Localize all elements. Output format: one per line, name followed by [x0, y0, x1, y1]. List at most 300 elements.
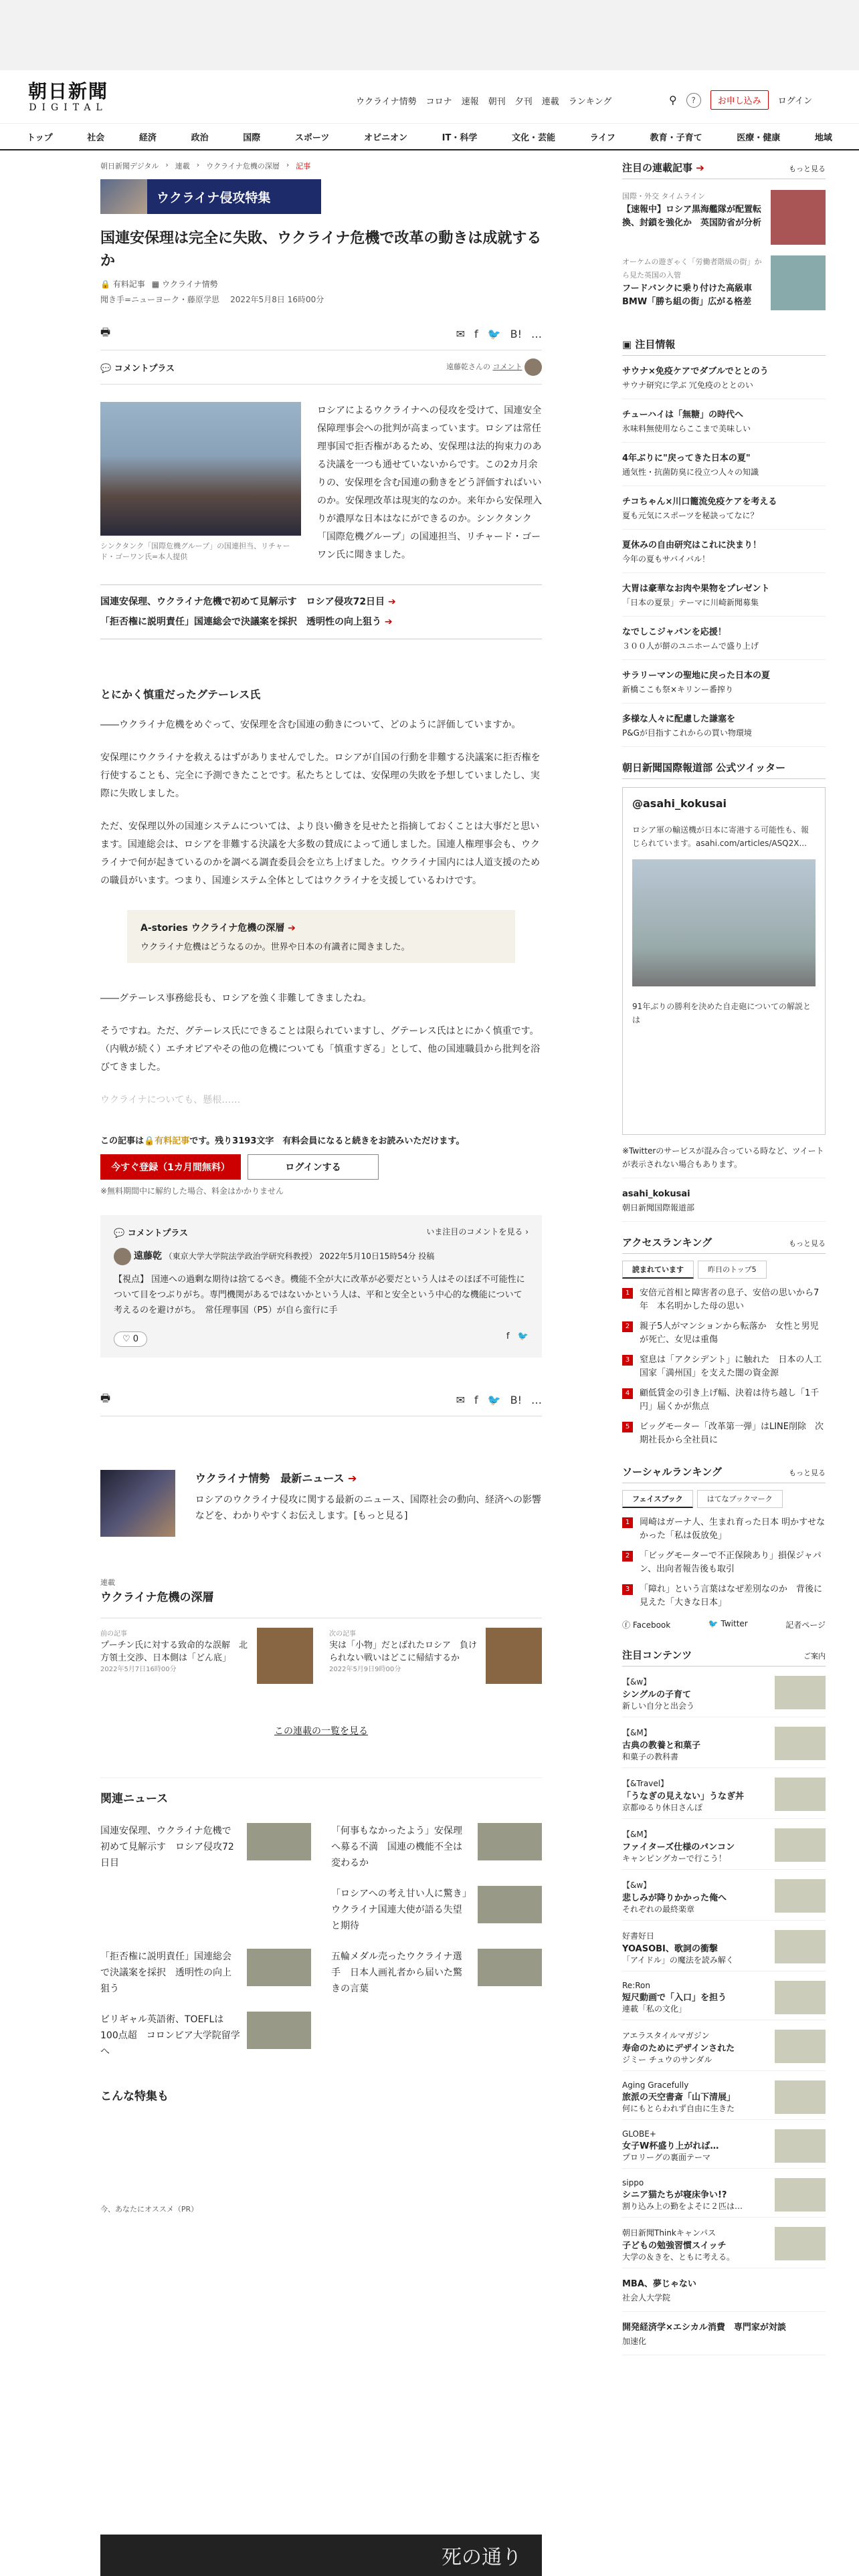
- series-item-title: フードバンクに乗り付けた高級車BMW「勝ち組の街」広がる格差: [622, 284, 753, 307]
- related-news-label: 「拒否権に説明責任」国連総会で決議案を採択 透明性の向上狙う: [100, 1951, 231, 1994]
- rank-number: 1: [622, 1517, 633, 1528]
- pickup-title: 4年ぶりに"戻ってきた日本の夏": [622, 453, 751, 463]
- pr-label: 今、あなたにオススメ（PR）: [100, 2205, 199, 2214]
- facebook-label: Facebook: [632, 1620, 671, 1630]
- pickup-title: サウナ×免疫ケアでダブルでととのう: [622, 366, 769, 377]
- twitter-header: [622, 760, 826, 779]
- thumbnail: [771, 190, 826, 245]
- arrow-icon: ➔: [384, 617, 393, 627]
- nav-ranking[interactable]: ランキング: [568, 97, 612, 107]
- more-link[interactable]: もっと見る: [789, 1239, 826, 1248]
- tab-top5[interactable]: 昨日のトップ5: [698, 1261, 767, 1279]
- content-sub: キャンピングカーで行こう！: [622, 1854, 727, 1863]
- series-label: 連載: [100, 1578, 115, 1587]
- pickup-header: [622, 337, 826, 356]
- login-button[interactable]: ログインする: [248, 1154, 379, 1180]
- comment-plus-label: コメントプラス: [114, 363, 175, 374]
- related-news-spacer: [100, 1886, 311, 1934]
- content-item[interactable]: [622, 1981, 826, 2020]
- twitter-link[interactable]: 🐦 Twitter: [708, 1619, 748, 1628]
- latest-news-text: [195, 1470, 542, 1537]
- related-news: [100, 1778, 542, 2214]
- breadcrumb-home[interactable]: 朝日新聞デジタル: [100, 162, 159, 171]
- article-meta: [100, 294, 542, 305]
- prev-title: プーチン氏に対する致命的な誤解 北方領土交渉、日本側は「どん底」: [100, 1640, 248, 1663]
- paywall-buttons: [100, 1154, 542, 1180]
- comment-plus-title: 💬 コメントプラス: [100, 363, 175, 374]
- gnav-opinion[interactable]: オピニオン: [364, 132, 408, 143]
- related-news-label: 国連安保理、ウクライナ危機で初めて見解示す ロシア侵攻72日目: [100, 1826, 234, 1868]
- tweet-image[interactable]: [632, 859, 816, 986]
- sidebar-series-text: [622, 255, 764, 310]
- content-item[interactable]: [622, 1879, 826, 1921]
- series-items: [100, 1618, 542, 1684]
- pickup-item[interactable]: [622, 409, 826, 443]
- content-sub: 「アイドル」の魔法を読み解く: [622, 1955, 734, 1965]
- thumbnail: [478, 1886, 542, 1923]
- next-title: 実は「小物」だとばれたロシア 負けられない戦いはどこに帰結するか: [329, 1640, 478, 1663]
- commenter-name[interactable]: 遠藤乾: [133, 1251, 162, 1262]
- nav-ukraine[interactable]: ウクライナ情勢: [356, 97, 417, 107]
- content-item[interactable]: [622, 1828, 826, 1870]
- next-article-text: [329, 1628, 479, 1684]
- content-label: Re:Ron: [622, 1981, 650, 1990]
- tail-sub: 社会人大学院: [622, 2293, 671, 2302]
- thumbnail: [247, 1823, 311, 1860]
- content-sub: それぞれの最終楽章: [622, 1905, 695, 1914]
- ranking-label: 親子5人がマンションから転落か 女性と男児が死亡、女児は重傷: [640, 1321, 819, 1345]
- content-text: [622, 2080, 735, 2114]
- login-link[interactable]: ログイン: [777, 96, 813, 106]
- comment-date: 2022年5月10日15時54分 投稿: [319, 1251, 435, 1261]
- paywall-gold-text: 有料記事: [155, 1136, 190, 1146]
- content-text: [622, 1828, 735, 1864]
- related-news-item[interactable]: [331, 1886, 542, 1934]
- gnav-sports[interactable]: スポーツ: [294, 132, 330, 143]
- pickup-title: チューハイは「無糖」の時代へ: [622, 410, 743, 420]
- avatar: [114, 1248, 131, 1265]
- thumbnail: [771, 255, 826, 310]
- facebook-link[interactable]: ⓕ Facebook: [622, 1620, 671, 1630]
- paragraph: ただ、安保理以外の国連システムについては、より良い働きを見せたと指摘しておくことは大事だと思います。国連総会は、ロシアを非難する決議を大多数の賛成によって通しました。国連人権理事会も、ウクライナで何が起きているのかを調べる調査委員会を立ち上げました。ウクライナ国内には人道支援のための職員がいます。つまり、国連システム全体としてはウクライナを支援しているわけです。: [100, 821, 541, 886]
- social-list: [622, 1516, 826, 1610]
- social-item[interactable]: [622, 1549, 826, 1576]
- content-label: Aging Gracefully: [622, 2080, 689, 2090]
- content-label: 【&w】: [622, 1881, 652, 1890]
- related-news-item[interactable]: [100, 1949, 311, 1997]
- header-nav: [356, 94, 611, 107]
- help-icon[interactable]: ?: [686, 93, 701, 108]
- sidebar-series-item[interactable]: [622, 255, 826, 310]
- ranking-item[interactable]: [622, 1387, 826, 1414]
- content-label: 【&Travel】: [622, 1779, 669, 1788]
- nav-corona[interactable]: コロナ: [425, 97, 452, 107]
- content-text: [622, 1879, 727, 1915]
- sidebar-series-title-text: 注目の連載記事: [622, 162, 693, 174]
- related-link-label: 国連安保理、ウクライナ危機で初めて見解示す ロシア侵攻72日目: [100, 597, 385, 607]
- commenter-role: （東京大学大学院法学政治学研究科教授）: [164, 1251, 317, 1261]
- pickup-item[interactable]: [622, 365, 826, 399]
- series-title[interactable]: ウクライナ危機の深層: [100, 1591, 214, 1604]
- related-news-item[interactable]: [100, 2012, 311, 2060]
- ranking-list: [622, 1287, 826, 1447]
- latest-news-image: [100, 1470, 175, 1537]
- related-news-item[interactable]: [100, 1823, 311, 1871]
- thumbnail: [775, 1879, 826, 1913]
- thumbnail: [478, 1949, 542, 1986]
- next-date: 2022年5月9日9時00分: [329, 1666, 401, 1673]
- tail-sub: 加速化: [622, 2337, 647, 2346]
- banner-label: ウクライナ侵攻特集: [157, 190, 271, 205]
- access-ranking-title: アクセスランキング: [622, 1237, 712, 1249]
- latest-news-title-text: ウクライナ情勢 最新ニュース: [195, 1472, 345, 1485]
- thumbnail: [478, 1823, 542, 1860]
- comment-box-header: [114, 1226, 529, 1239]
- hatena-icon[interactable]: B!: [510, 1394, 522, 1406]
- prev-date: 2022年5月7日16時00分: [100, 1666, 177, 1673]
- paragraph: 安保理にウクライナを救えるはずがありませんでした。ロシアが自国の行動を非難する決議案に拒否権を行使することも、完全に予測できたことです。私たちとしては、安保理の失敗を予想していましたし、実際に失敗しました。: [100, 752, 541, 799]
- pickup-title: 夏休みの自由研究はこれに決まり！: [622, 540, 762, 550]
- ad-text: 死の通り: [442, 2546, 522, 2569]
- astories-title: [140, 921, 502, 934]
- top-ad-band: [0, 0, 859, 70]
- arrow-icon: ➔: [288, 923, 296, 934]
- breadcrumb: 朝日新聞デジタル › 連載 › ウクライナ危機の深層 › 記事: [100, 160, 311, 171]
- content-title: 「うなぎの見えない」うなぎ丼: [622, 1792, 745, 1802]
- pickup-sub: サウナ研究に学ぶ 冗免疫のととのい: [622, 381, 753, 390]
- facebook-icon[interactable]: f: [474, 328, 478, 340]
- gnav-health[interactable]: 医療・健康: [737, 132, 781, 143]
- more-icon[interactable]: …: [531, 1394, 542, 1406]
- latest-news-box[interactable]: [100, 1470, 542, 1537]
- gnav-life[interactable]: ライフ: [589, 132, 615, 143]
- pickup-title: チコちゃん×川口籠流免疫ケアを考える: [622, 497, 777, 507]
- sidebar-series-header: [622, 160, 826, 179]
- thumbnail: [775, 2080, 826, 2114]
- commenter-name: 遠藤乾さんの: [446, 362, 490, 371]
- tab-hatena[interactable]: はてなブックマーク: [697, 1490, 783, 1508]
- content-text: [622, 2129, 719, 2163]
- thumbnail: [247, 2012, 311, 2049]
- related-news-title: 関連ニュース: [100, 1792, 169, 1806]
- ranking-item[interactable]: [622, 1320, 826, 1347]
- arrow-icon: ➔: [696, 162, 704, 174]
- pickup-item[interactable]: [622, 582, 826, 617]
- gnav-politics[interactable]: 政治: [191, 132, 209, 143]
- banner-image: [100, 179, 147, 214]
- ranking-item[interactable]: [622, 1354, 826, 1380]
- content-label: sippo: [622, 2178, 644, 2187]
- print-icon[interactable]: 🖶: [100, 1392, 111, 1404]
- content-title: シニア猫たちが寝床争い!?: [622, 2190, 727, 2200]
- thumbnail: [775, 2178, 826, 2212]
- prev-article-text: [100, 1628, 250, 1684]
- astories-desc: ウクライナ危機はどうなるのか。世界や日本の有識者に聞きました。: [140, 942, 410, 952]
- content-item[interactable]: [622, 2129, 826, 2169]
- content-text: [622, 1778, 744, 1813]
- content-sub: 大学の＆きを、ともに考える。: [622, 2252, 735, 2262]
- print-icon[interactable]: 🖶: [100, 326, 111, 338]
- gnav-local[interactable]: 地域: [814, 132, 832, 143]
- thumbnail: [775, 1981, 826, 2014]
- main-column: [100, 160, 542, 2214]
- social-tabs: [622, 1490, 826, 1508]
- social-label: 「障れ」という言葉はなぜ差別なのか 背後に見えた「大きな日本」: [640, 1584, 823, 1608]
- series-list-link[interactable]: この連載の一覧を見る: [274, 1726, 368, 1737]
- content-sub: 京都ゆるり休日さんぽ: [622, 1803, 703, 1812]
- gnav-education[interactable]: 教育・子育て: [650, 132, 702, 143]
- tweet-note: ※Twitterのサービスが混み合っている時など、ツイートが表示されない場合もあります。: [622, 1144, 826, 1178]
- special-feature-title: こんな特集も: [100, 2090, 169, 2103]
- twitter-icon[interactable]: 🐦: [517, 1331, 529, 1341]
- content-label: 【&w】: [622, 1677, 652, 1687]
- content-item[interactable]: [622, 2030, 826, 2071]
- thumbnail: [775, 2227, 826, 2260]
- thumbnail: [775, 2030, 826, 2063]
- ranking-item[interactable]: [622, 1287, 826, 1313]
- content-title: 寿命のためにデザインされた: [622, 2044, 735, 2054]
- content-sub: 連載「私の文化」: [622, 2004, 687, 2014]
- comment-box-title: 💬 コメントプラス: [114, 1228, 188, 1239]
- register-button[interactable]: 今すぐ登録（1カ月間無料）: [100, 1154, 241, 1180]
- content-title: 短尺動画で「入口」を担う: [622, 1993, 727, 2003]
- social-ranking-header: [622, 1465, 826, 1483]
- tail-title: MBA、夢じゃない: [622, 2279, 696, 2289]
- related-news-label: 「何事もなかったよう」安保理へ募る不満 国連の機能不全は変わるか: [331, 1826, 462, 1868]
- reporter-link[interactable]: 記者ページ: [785, 1620, 826, 1630]
- comment-box: [100, 1215, 542, 1358]
- bottom-ad-banner[interactable]: [100, 2535, 542, 2576]
- pickup-sub: 夏も元気にスポーツを秘訣ってなに？: [622, 511, 759, 520]
- thumbnail: [775, 1778, 826, 1811]
- comment-plus-bar: [100, 350, 542, 385]
- pickup-sub: ３００人が餅のユニホームで盛り上げ: [622, 641, 759, 651]
- gnav-society[interactable]: 社会: [87, 132, 105, 143]
- author: 聞き手=ニューヨーク・藤原学思: [100, 295, 220, 304]
- related-links: [100, 584, 542, 639]
- rank-number: 5: [622, 1422, 633, 1432]
- mail-icon[interactable]: ✉: [456, 1394, 466, 1406]
- account-row[interactable]: [622, 1188, 826, 1222]
- special-banner[interactable]: [100, 179, 321, 214]
- series-item-title: 【速報中】ロシア黒海艦隊が配置転換、封鎖を強化か 英国防省が分析: [622, 205, 762, 228]
- content-label: 朝日新聞Thinkキャンパス: [622, 2228, 716, 2238]
- ranking-label: ビッグモーター「改革第一弾」はLINE削除 次期社長から全社員に: [640, 1422, 824, 1445]
- social-ranking-title: ソーシャルランキング: [622, 1466, 722, 1478]
- article-title: 国連安保理は完全に失敗、ウクライナ危機で改革の動きは成就するか: [100, 230, 542, 270]
- gnav-it-science[interactable]: IT・科学: [442, 132, 478, 143]
- content-item[interactable]: [622, 1727, 826, 1768]
- facebook-icon[interactable]: f: [474, 1394, 478, 1406]
- gnav-economy[interactable]: 経済: [138, 132, 157, 143]
- content-item[interactable]: [622, 1930, 826, 1971]
- content-text: [622, 2030, 735, 2065]
- sidebar-series-item[interactable]: [622, 190, 826, 245]
- breadcrumb-series[interactable]: 連載: [175, 162, 190, 171]
- pickup-item[interactable]: [622, 713, 826, 747]
- tab-read[interactable]: 読まれています: [622, 1261, 694, 1279]
- astories-title-text: A-stories ウクライナ危機の深層: [140, 923, 285, 934]
- social-item[interactable]: [622, 1583, 826, 1610]
- mail-icon[interactable]: ✉: [456, 328, 466, 340]
- tail-item[interactable]: [622, 2321, 826, 2355]
- pickup-item[interactable]: [622, 539, 826, 573]
- gnav-international[interactable]: 国際: [243, 132, 261, 143]
- related-news-item[interactable]: [331, 1823, 542, 1871]
- related-news-item[interactable]: [331, 1949, 542, 1997]
- ranking-item[interactable]: [622, 1420, 826, 1447]
- contents-header: [622, 1648, 826, 1667]
- share-bar: [100, 318, 542, 350]
- view-comments-link[interactable]: いま注目のコメントを見る ›: [426, 1227, 529, 1237]
- lead-photo: [100, 402, 301, 562]
- site-header: [0, 70, 859, 124]
- social-label: 岡崎はガーナ人、生まれ育った日本 明かすせなかった「私は仮放免」: [640, 1517, 826, 1541]
- header-actions: [669, 90, 812, 110]
- content-text: [622, 2227, 735, 2262]
- content-label: 好書好日: [622, 1931, 655, 1941]
- more-icon[interactable]: …: [531, 328, 542, 340]
- like-button[interactable]: ♡ 0: [114, 1331, 147, 1347]
- pickup-item[interactable]: [622, 626, 826, 660]
- share-bar-bottom: [100, 1384, 542, 1416]
- twitter-handle[interactable]: @asahi_kokusai: [632, 797, 727, 810]
- rank-number: 2: [622, 1551, 633, 1562]
- nav-morning[interactable]: 朝刊: [488, 97, 506, 107]
- next-thumbnail: [486, 1628, 542, 1684]
- related-link[interactable]: [100, 612, 542, 632]
- hatena-icon[interactable]: B!: [510, 328, 522, 340]
- topic-tag[interactable]: ▦ ウクライナ情勢: [151, 280, 218, 289]
- pickup-sub: 氷味料無使用ならここまで美味しい: [622, 424, 751, 433]
- content-text: [622, 2178, 743, 2212]
- content-text: [622, 1727, 700, 1762]
- related-news-label: 「ロシアへの考え甘い人に驚き」ウクライナ国連大使が語る失望と期待: [331, 1889, 467, 1931]
- pickup-item[interactable]: [622, 669, 826, 704]
- breadcrumb-current: 記事: [296, 162, 311, 171]
- twitter-icon[interactable]: 🐦: [487, 328, 501, 340]
- gnav-top[interactable]: トップ: [27, 132, 53, 143]
- content-text: [622, 1981, 727, 2014]
- prev-article[interactable]: [100, 1628, 313, 1684]
- content-item[interactable]: [622, 2178, 826, 2218]
- pickup-title: なでしこジャパンを応援！: [622, 627, 727, 637]
- paywall-pre: この記事は: [100, 1136, 145, 1146]
- sidebar-series-text: [622, 190, 764, 245]
- nav-breaking[interactable]: 速報: [461, 97, 479, 107]
- lead-section: [100, 402, 542, 564]
- more-link[interactable]: もっと見る: [789, 165, 826, 173]
- gnav-culture[interactable]: 文化・芸能: [512, 132, 556, 143]
- lead-paragraph: ロシアによるウクライナへの侵攻を受けて、国連安全保障理事会への批判が高まっています。ロシアは常任理事国で拒否権があるため、安保理は法的拘束力のある決議を一つも通せていないからです。この2カ月余りの、安保理を含む国連の動きをどう評価すればいいのか。安保理改革は現実的なのか。来年から安保理入りが濃厚な日本はなにができるのか。シンクタンク「国際危機グループ」の国連担当、リチャード・ゴーワン氏に聞きました。: [317, 405, 542, 560]
- social-item[interactable]: [622, 1516, 826, 1543]
- content-item[interactable]: [622, 2227, 826, 2268]
- content-title: 女子W杯盛り上がれば…: [622, 2141, 719, 2151]
- related-news-label: 五輪メダル売ったウクライナ選手 日本人画礼者から届いた驚きの言葉: [331, 1951, 462, 1994]
- ranking-label: 窒息は「アクシデント」に触れた 日本の人工国家「満州国」を支えた闇の資金源: [640, 1355, 822, 1378]
- commenter-info[interactable]: [446, 358, 542, 376]
- account-desc: 朝日新聞国際報道部: [622, 1203, 695, 1212]
- twitter-widget[interactable]: [622, 787, 826, 1135]
- subscribe-button[interactable]: お申し込み: [710, 90, 769, 110]
- contents-title: 注目コンテンツ: [622, 1649, 692, 1661]
- next-article[interactable]: [329, 1628, 542, 1684]
- content-title: 旅派の天空書斎「山下清展」: [622, 2092, 736, 2103]
- content-item[interactable]: [622, 1676, 826, 1717]
- tail-title: 開発経済学×エシカル消費 専門家が対談: [622, 2323, 786, 2333]
- content-item[interactable]: [622, 2080, 826, 2120]
- view-comments-label: いま注目のコメントを見る: [426, 1227, 523, 1237]
- paragraph: ――ウクライナ危機をめぐって、安保理を含む国連の動きについて、どのように評価していますか。: [100, 720, 521, 730]
- pickup-item[interactable]: [622, 452, 826, 486]
- thumbnail: [775, 1828, 826, 1862]
- rank-number: 3: [622, 1355, 633, 1366]
- tweet[interactable]: ロシア軍の輸送機が日本に寄港する可能性も、報じられています。asahi.com/articles/ASQ2X...: [632, 825, 809, 848]
- ranking-label: 安倍元首相と障害者の息子、安倍の思いから7年 本名明かした母の思い: [640, 1288, 820, 1311]
- pickup-title: 多様な人々に配慮した謙塞を: [622, 714, 736, 724]
- comment-footer: [114, 1331, 529, 1347]
- access-ranking-header: [622, 1235, 826, 1254]
- comment-link[interactable]: コメント: [492, 362, 522, 371]
- astories-box[interactable]: [127, 910, 515, 963]
- series-item-label: オーケムの遊ぎゃく「労働者階級の街」から見た英国の入管: [622, 257, 762, 280]
- twitter-section-title: 朝日新聞国際報道部 公式ツイッター: [622, 762, 786, 774]
- twitter-icon[interactable]: 🐦: [487, 1394, 501, 1406]
- search-icon[interactable]: ⚲: [669, 94, 677, 106]
- related-link[interactable]: [100, 592, 542, 612]
- pickup-title: 大胃は豪華なお肉や果物をプレゼント: [622, 584, 770, 594]
- pr-label: ご案内: [803, 1652, 826, 1660]
- more-link[interactable]: もっと見る: [789, 1469, 826, 1477]
- content-title: シングルの子育て: [622, 1690, 692, 1700]
- facebook-icon[interactable]: f: [506, 1331, 510, 1341]
- tail-item[interactable]: [622, 2278, 826, 2312]
- avatar: [524, 358, 542, 376]
- content-sub: 新しい自分と出会う: [622, 1701, 695, 1711]
- content-title: ファイターズ仕様のパンコン: [622, 1842, 735, 1852]
- tweet[interactable]: 91年ぶりの勝利を決めた自走砲についての解説とは: [632, 1002, 812, 1025]
- content-item[interactable]: [622, 1778, 826, 1819]
- site-logo[interactable]: [28, 81, 108, 113]
- commenter-row: [114, 1248, 529, 1265]
- photo-caption: シンクタンク「国際危機グループ」の国連担当、リチャード・ゴーワン氏=本人提供: [100, 542, 290, 561]
- pickup-sub: 「日本の夏景」テーマに川崎新聞募集: [622, 598, 759, 607]
- related-link-label: 「拒否権に説明責任」国連総会で決議案を採択 透明性の向上狙う: [100, 617, 381, 627]
- rank-number: 3: [622, 1584, 633, 1595]
- logo-en: DIGITAL: [29, 102, 108, 113]
- latest-news-desc: ロシアのウクライナ侵攻に関する最新のニュース、国際社会の動向、経済への影響などを、わかりやすくお伝えします。[もっと見る]: [195, 1495, 542, 1521]
- content-text: [622, 1676, 694, 1711]
- pickup-item[interactable]: [622, 496, 826, 530]
- article-tags: [100, 278, 542, 290]
- breadcrumb-topic[interactable]: ウクライナ危機の深層: [206, 162, 280, 171]
- section-heading: とにかく慎重だったグテーレス氏: [100, 688, 261, 701]
- tab-facebook[interactable]: フェイスブック: [622, 1490, 693, 1508]
- rank-number: 1: [622, 1288, 633, 1299]
- related-news-grid: [100, 1823, 542, 2060]
- content-label: 【&M】: [622, 1830, 652, 1839]
- publish-date: 2022年5月8日 16時00分: [230, 295, 324, 304]
- next-label: 次の記事: [329, 1630, 356, 1638]
- nav-series[interactable]: 連載: [541, 97, 559, 107]
- thumbnail: [775, 1930, 826, 1963]
- content-label: GLOBE+: [622, 2129, 656, 2139]
- lead-photo-image[interactable]: [100, 402, 301, 536]
- pickup-title-text: 注目情報: [635, 338, 676, 350]
- related-news-label: ビリギャル英語術、TOEFLは100点超 コロンビア大学院留学へ: [100, 2014, 240, 2057]
- nav-evening[interactable]: 夕刊: [514, 97, 533, 107]
- latest-news-title: [195, 1470, 542, 1485]
